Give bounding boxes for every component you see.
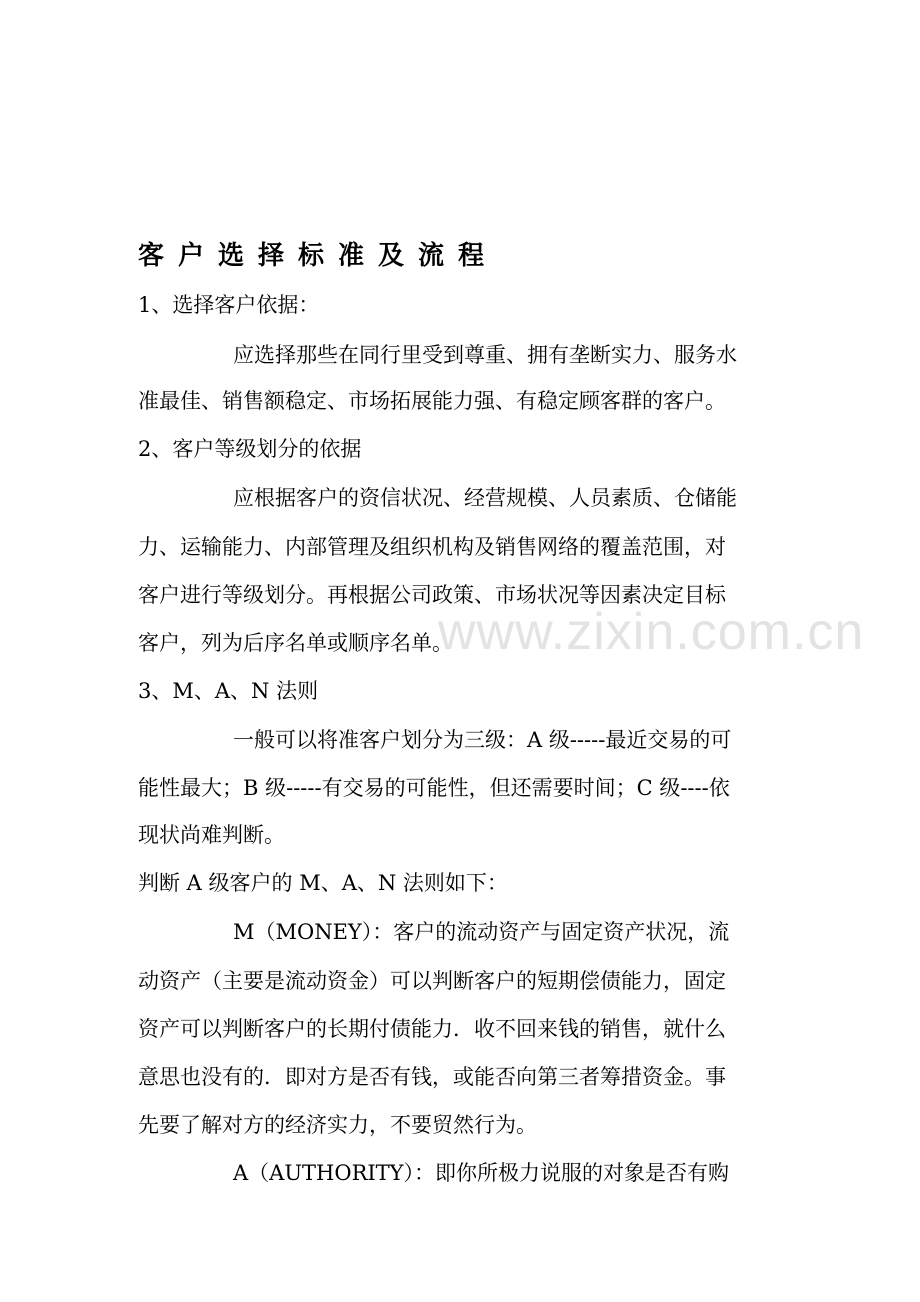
section-heading-2: 2、客户等级划分的依据 [138, 437, 362, 461]
paragraph-line: 力、运输能力、内部管理及组织机构及销售网络的覆盖范围，对 [138, 535, 726, 559]
section-heading-1: 1、选择客户依据： [138, 293, 320, 317]
paragraph-line: 现状尚难判断。 [138, 823, 285, 847]
paragraph-line: M（MONEY）：客户的流动资产与固定资产状况，流 [233, 920, 730, 944]
paragraph-line: A（AUTHORITY）：即你所极力说服的对象是否有购 [233, 1161, 730, 1185]
paragraph-line: 准最佳、销售额稳定、市场拓展能力强、有稳定顾客群的客户。 [138, 389, 726, 413]
paragraph-line: 动资产（主要是流动资金）可以判断客户的短期偿债能力，固定 [138, 969, 726, 993]
paragraph-line: 应根据客户的资信状况、经营规模、人员素质、仓储能 [233, 486, 737, 510]
paragraph-line: 能性最大；B 级-----有交易的可能性，但还需要时间；C 级----依 [138, 776, 730, 800]
paragraph-line: 客户进行等级划分。再根据公司政策、市场状况等因素决定目标 [138, 583, 726, 607]
watermark: www.zixin.com.cn [438, 603, 865, 661]
section-heading-3: 3、M、A、N 法则 [138, 679, 319, 703]
paragraph-line: 资产可以判断客户的长期付债能力．收不回来钱的销售，就什么 [138, 1017, 726, 1041]
paragraph-line: 判断 A 级客户的 M、A、N 法则如下： [138, 871, 508, 895]
paragraph-line: 应选择那些在同行里受到尊重、拥有垄断实力、服务水 [233, 343, 737, 367]
paragraph-line: 一般可以将准客户划分为三级：A 级-----最近交易的可 [233, 728, 732, 752]
paragraph-line: 先要了解对方的经济实力，不要贸然行为。 [138, 1113, 537, 1137]
paragraph-line: 意思也没有的．即对方是否有钱，或能否向第三者筹措资金。事 [138, 1065, 726, 1089]
document-title: 客户选择标准及流程 [138, 241, 499, 271]
paragraph-line: 客户，列为后序名单或顺序名单。 [138, 631, 453, 655]
